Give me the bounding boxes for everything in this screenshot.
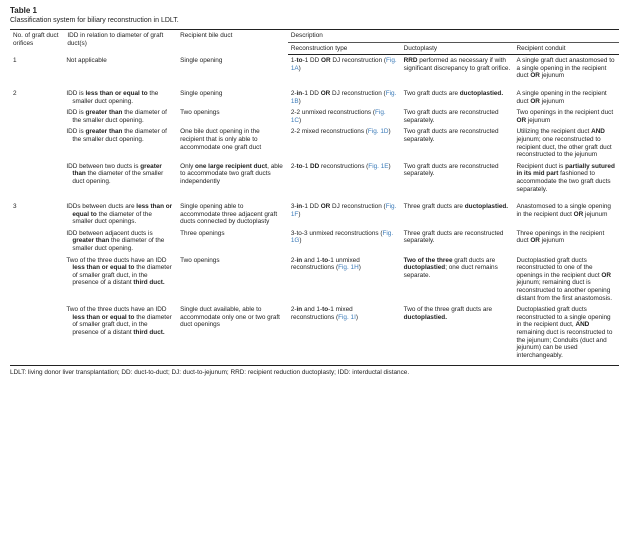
cell-idd — [64, 126, 177, 160]
text-segment: IDD is — [66, 109, 86, 117]
cell-reconstruction-type — [288, 161, 401, 195]
text-segment: DJ reconstruction ( — [330, 57, 387, 65]
bold-text: greater than — [85, 128, 123, 136]
cell-recipient-bile-duct — [177, 228, 288, 255]
cell-idd — [64, 195, 177, 228]
text-segment: ) — [298, 97, 301, 105]
cell-reconstruction-type — [288, 255, 401, 305]
cell-ductoplasty — [401, 55, 514, 82]
text-segment: ) — [355, 313, 358, 321]
table-label: Table 1 — [10, 6, 37, 15]
bold-text: AND — [575, 321, 590, 329]
cell-recipient-conduit — [513, 304, 619, 366]
table-row — [10, 55, 619, 82]
text-segment: One bile duct opening in the recipient that is only able to accommodate one graft duct — [180, 128, 262, 151]
table-row — [10, 228, 619, 255]
cell-idd — [64, 255, 177, 305]
bold-text: to — [322, 306, 329, 314]
bold-text: DD — [310, 162, 320, 170]
table-caption: Classification system for biliary reconstruction in LDLT. — [10, 17, 179, 24]
text-segment: ) — [299, 237, 302, 245]
text-segment: the smaller duct opening. — [72, 89, 159, 105]
text-segment: Not applicable — [66, 56, 107, 64]
text-segment: -1 DD — [302, 57, 322, 65]
text-segment: Ductoplastied graft ducts reconstructed to a single opening in the recipient duct, — [516, 306, 611, 329]
text-segment: IDD is — [66, 89, 86, 97]
text-segment: 3-to-3 unmixed reconstructions ( — [290, 229, 383, 237]
cell-orifices — [10, 304, 64, 366]
cell-recipient-bile-duct — [177, 55, 288, 82]
bold-text: OR — [516, 116, 527, 124]
bold-text: greater than — [72, 237, 110, 245]
cell-idd — [64, 107, 177, 126]
table-row — [10, 126, 619, 160]
text-segment: the diameter of the smaller duct opening. — [72, 128, 167, 143]
cell-recipient-bile-duct — [177, 255, 288, 305]
text-segment: 2- — [290, 306, 297, 314]
cell-recipient-bile-duct — [177, 304, 288, 366]
cell-idd — [64, 161, 177, 195]
cell-orifices — [10, 107, 64, 126]
bold-text: ductoplastied. — [403, 313, 447, 321]
cell-reconstruction-type — [288, 82, 401, 107]
text-segment: Only — [180, 162, 196, 170]
text-segment: IDD between adjacent ducts is — [66, 229, 153, 237]
cell-reconstruction-type — [288, 55, 401, 82]
text-segment: the diameter of the smaller duct opening. — [72, 109, 167, 124]
bold-text: OR — [530, 237, 540, 245]
bold-text: greater than — [85, 109, 123, 117]
text-segment: ; one duct remains separate. — [403, 264, 498, 279]
cell-recipient-conduit — [513, 228, 619, 255]
table-row — [10, 107, 619, 126]
text-segment: Two of the three ducts have an IDD — [66, 306, 167, 314]
text-segment: Two openings in the recipient duct — [516, 109, 614, 117]
text-segment: jejunum — [539, 72, 565, 80]
text-segment: Utilizing the recipient duct — [516, 128, 592, 136]
text-segment: 2- — [290, 162, 297, 170]
bold-text: OR — [573, 210, 584, 218]
cell-ductoplasty — [401, 107, 514, 126]
figure-link[interactable]: Fig. 1D — [367, 128, 389, 136]
text-segment: jejunum — [539, 97, 565, 105]
figure-link[interactable]: Fig. 1H — [338, 264, 359, 272]
text-segment: IDD is — [66, 128, 86, 136]
bold-text: less than or equal to — [72, 264, 135, 272]
figure-link[interactable]: Fig. 1E — [368, 162, 389, 170]
text-segment: jejunum; one reconstructed to recipient duct, the other graft duct reconstructed to the jejunum — [516, 135, 612, 159]
bold-text: third duct. — [133, 279, 165, 287]
bold-text: to — [322, 256, 329, 264]
table-body — [10, 55, 619, 366]
text-segment: ) — [388, 162, 391, 170]
bold-text: ductoplastied. — [459, 89, 504, 97]
bold-text: partially sutured in its mid part — [516, 162, 615, 178]
bold-text: ductoplastied. — [464, 203, 509, 211]
text-segment: Three graft ducts are reconstructed separately. — [403, 229, 504, 245]
cell-recipient-conduit — [513, 161, 619, 195]
text-segment: , able to accommodate two graft ducts independently — [180, 162, 283, 185]
table-row — [10, 255, 619, 305]
figure-link[interactable]: Fig. 1C — [290, 109, 386, 124]
bold-text: OR — [321, 57, 331, 65]
table-row — [10, 195, 619, 228]
bold-text: RRD — [403, 57, 418, 65]
header-idd: IDD in relation to diameter of graft duct(s) — [64, 30, 177, 55]
text-segment: reconstructions ( — [319, 162, 369, 170]
cell-recipient-conduit — [513, 55, 619, 82]
text-segment: Three openings — [180, 229, 225, 237]
bold-text: OR — [320, 203, 331, 211]
cell-ductoplasty — [401, 82, 514, 107]
cell-idd — [64, 228, 177, 255]
header-orifices: No. of graft duct orifices — [10, 30, 64, 55]
text-segment: IDDs between ducts are — [66, 203, 137, 211]
text-segment: ) — [298, 210, 301, 218]
cell-recipient-bile-duct — [177, 82, 288, 107]
cell-ductoplasty — [401, 195, 514, 228]
text-segment: and 1- — [302, 256, 323, 264]
text-segment: 3- — [290, 203, 297, 211]
bold-text: in — [296, 256, 303, 264]
cell-recipient-conduit — [513, 82, 619, 107]
text-segment: the diameter of the smaller duct opening. — [72, 237, 165, 253]
text-segment: Single duct available, able to accommodate only one or two graft duct openings — [180, 306, 280, 329]
cell-idd — [64, 304, 177, 366]
text-segment: Two of the three graft ducts are — [403, 306, 493, 314]
bold-text: OR — [601, 271, 611, 279]
cell-ductoplasty — [401, 161, 514, 195]
classification-table — [10, 29, 619, 366]
bold-text: less than or equal to — [72, 313, 135, 321]
cell-recipient-conduit — [513, 126, 619, 160]
bold-text: OR — [530, 72, 540, 80]
cell-orifices — [10, 228, 64, 255]
figure-link[interactable]: Fig. 1F — [290, 203, 397, 218]
cell-ductoplasty — [401, 255, 514, 305]
figure-link[interactable]: Fig. 1I — [338, 313, 356, 321]
text-segment: 2- — [290, 89, 297, 97]
text-segment: DJ reconstruction ( — [330, 89, 386, 97]
cell-ductoplasty — [401, 228, 514, 255]
table-container — [10, 6, 619, 377]
text-segment: A single graft duct anastomosed to a single opening in the recipient duct — [516, 57, 615, 80]
text-segment: the diameter of smaller graft duct, in the presence of a distant — [72, 264, 172, 287]
text-segment: Three graft ducts are — [403, 203, 465, 211]
cell-recipient-conduit — [513, 107, 619, 126]
text-segment: ) — [388, 128, 391, 136]
text-segment: Two of the three ducts have an IDD — [66, 256, 167, 264]
header-reconstruction-type: Reconstruction type — [288, 42, 401, 55]
text-segment: Two openings — [180, 256, 220, 264]
text-segment: IDD between two ducts is — [66, 162, 141, 170]
bold-text: Two of the three — [403, 256, 453, 264]
figure-link[interactable]: Fig. 1A — [290, 57, 397, 72]
text-segment: Anastomosed to a single opening in the recipient duct — [516, 203, 611, 218]
cell-ductoplasty — [401, 304, 514, 366]
cell-orifices — [10, 126, 64, 160]
text-segment: -1 DD — [302, 203, 321, 211]
text-segment: -1 DD — [302, 89, 321, 97]
table-row — [10, 304, 619, 366]
bold-text: OR — [530, 97, 540, 105]
cell-recipient-bile-duct — [177, 107, 288, 126]
bold-text: to — [296, 162, 303, 170]
header-recipient-conduit: Recipient conduit — [513, 42, 619, 55]
cell-recipient-bile-duct — [177, 161, 288, 195]
text-segment: and 1- — [302, 306, 323, 314]
text-segment: Two graft ducts are — [403, 89, 460, 97]
text-segment: jejunum — [526, 116, 551, 124]
cell-idd — [64, 82, 177, 107]
text-segment: Recipient duct is — [516, 162, 566, 170]
bold-text: in — [296, 306, 303, 314]
cell-orifices: 3 — [13, 203, 17, 211]
table-footnote: LDLT: living donor liver transplantation; DD: duct-to-duct; DJ: duct-to-jejunum; RRD: recipient reduction ductoplasty; IDD: interductal distance. — [10, 369, 410, 377]
text-segment: graft ducts are — [452, 256, 496, 264]
bold-text: greater than — [72, 162, 162, 178]
bold-text: ductoplastied — [403, 264, 446, 272]
text-segment: the diameter of smaller graft duct, in the presence of a distant — [72, 313, 172, 336]
bold-text: one large recipient duct — [195, 162, 268, 170]
text-segment: performed as necessary if with significant discrepancy to graft orifice. — [403, 57, 511, 72]
bold-text: less than or equal to — [85, 89, 148, 97]
header-ductoplasty: Ductoplasty — [401, 42, 514, 55]
text-segment: 1- — [290, 57, 297, 65]
text-segment: jejunum — [539, 237, 565, 245]
text-segment: jejunum; remaining duct is reconstructed to another opening distant from the first anastomosis. — [516, 279, 613, 302]
text-segment: Two graft ducts are reconstructed separately. — [403, 128, 499, 143]
cell-recipient-bile-duct — [177, 195, 288, 228]
text-segment: DJ reconstruction ( — [330, 203, 386, 211]
table-row — [10, 82, 619, 107]
cell-orifices — [10, 255, 64, 305]
figure-link[interactable]: Fig. 1B — [290, 89, 397, 105]
cell-recipient-conduit — [513, 195, 619, 228]
text-segment: Single opening — [180, 89, 223, 97]
text-segment: the diameter of the smaller duct openings. — [72, 210, 152, 226]
text-segment: Single opening able to accommodate three adjacent graft ducts connected by ductoplasty — [180, 203, 278, 226]
text-segment: 2- — [290, 256, 297, 264]
bold-text: OR — [320, 89, 331, 97]
text-segment: 2-2 mixed reconstructions ( — [290, 128, 368, 136]
bold-text: in — [296, 89, 303, 97]
header-description: Description — [288, 30, 619, 43]
table-row — [10, 161, 619, 195]
bold-text: in — [296, 203, 303, 211]
text-segment: fashioned to accommodate the two graft ducts separately. — [516, 170, 611, 193]
cell-reconstruction-type — [288, 228, 401, 255]
cell-reconstruction-type — [288, 126, 401, 160]
text-segment: -1 mixed reconstructions ( — [290, 306, 353, 321]
text-segment: ) — [358, 264, 361, 272]
text-segment: Two openings — [180, 109, 220, 117]
cell-reconstruction-type — [288, 107, 401, 126]
text-segment: A single opening in the recipient duct — [516, 89, 607, 105]
bold-text: to — [296, 57, 303, 65]
text-segment: remaining duct is reconstructed to the jejunum; Conduits (duct and jejunum) can be used interchangeably. — [516, 329, 613, 359]
cell-recipient-conduit — [513, 255, 619, 305]
text-segment: ) — [298, 64, 301, 72]
figure-link[interactable]: Fig. 1G — [290, 229, 394, 245]
cell-idd — [64, 55, 177, 82]
bold-text: less than or equal to — [72, 203, 173, 218]
text-segment: Single opening — [180, 56, 223, 64]
text-segment: -1 unmixed reconstructions ( — [290, 256, 360, 272]
cell-orifices: 2 — [13, 89, 17, 97]
text-segment: Two graft ducts are reconstructed separately. — [403, 109, 499, 124]
cell-reconstruction-type — [288, 195, 401, 228]
text-segment: Ductoplastied graft ducts reconstructed to one of the openings in the recipient duct — [516, 256, 602, 279]
text-segment: Three openings in the recipient duct — [516, 229, 605, 245]
bold-text: third duct. — [133, 329, 165, 336]
bold-text: AND — [591, 128, 605, 136]
text-segment: ) — [299, 116, 302, 124]
cell-orifices: 1 — [13, 56, 17, 64]
cell-ductoplasty — [401, 126, 514, 160]
cell-reconstruction-type — [288, 304, 401, 366]
text-segment: the diameter of the smaller duct opening. — [72, 170, 164, 185]
header-recipient-bile-duct: Recipient bile duct — [177, 30, 288, 55]
text-segment: jejunum — [583, 210, 608, 218]
text-segment: Two graft ducts are reconstructed separately. — [403, 162, 499, 178]
cell-orifices — [10, 161, 64, 195]
text-segment: -1 — [302, 162, 311, 170]
cell-recipient-bile-duct — [177, 126, 288, 160]
text-segment: 2-2 unmixed reconstructions ( — [290, 109, 376, 117]
